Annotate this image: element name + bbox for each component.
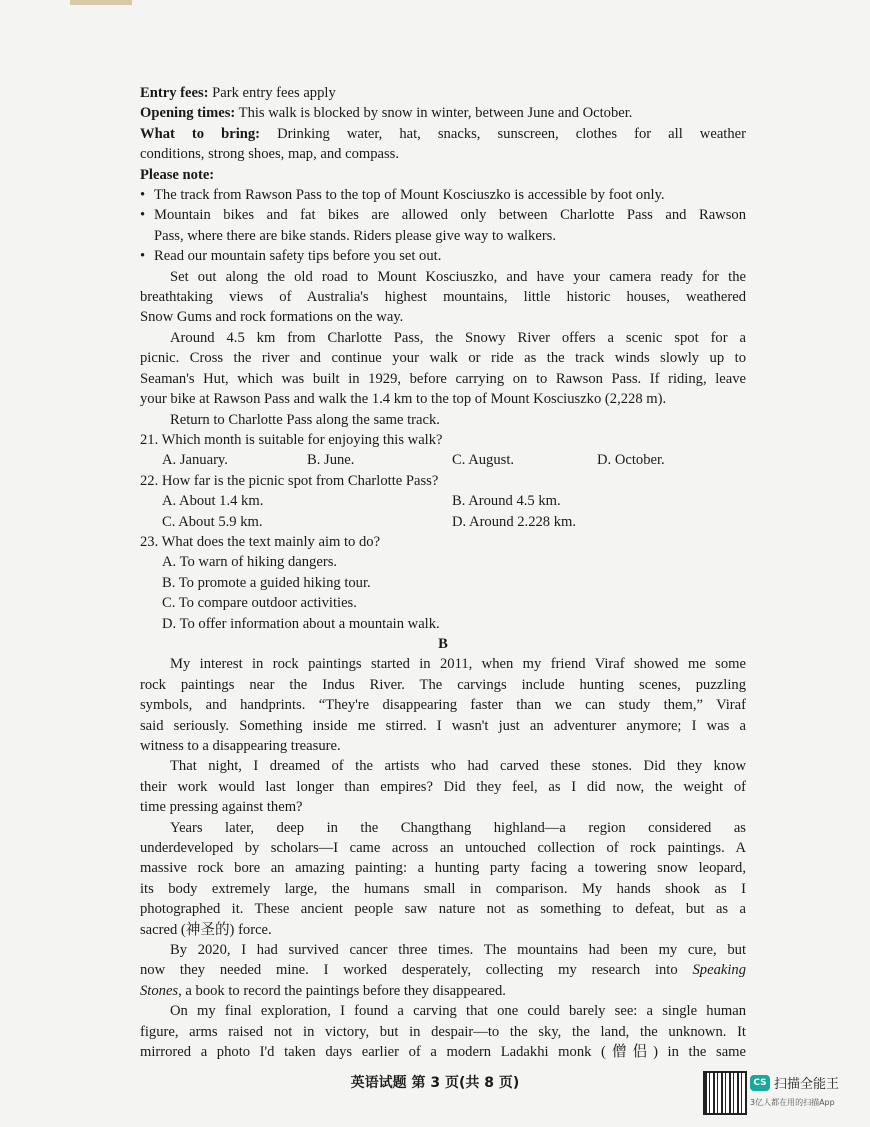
passage-a-line: Around 4.5 km from Charlotte Pass, the Snowy River offers a scenic spot for a xyxy=(170,329,746,346)
passage-b-line: My interest in rock paintings started in 2011, when my friend Viraf showed me some xyxy=(170,656,746,673)
question-22-options xyxy=(140,491,746,511)
question-22-stem: 22. How far is the picnic spot from Charlotte Pass? xyxy=(140,472,439,489)
option-c[interactable]: C. About 5.9 km. xyxy=(162,513,263,530)
option-c[interactable]: C. August. xyxy=(452,452,515,469)
option-b[interactable]: B. Around 4.5 km. xyxy=(452,493,561,510)
passage-b-line: rock paintings near the Indus River. The carvings include hunting scenes, puzzling xyxy=(140,676,746,693)
question-22-options xyxy=(140,512,746,532)
bullet-item: • Read our mountain safety tips before you set out. xyxy=(140,248,442,265)
page-footer: 英语试题 第 3 页(共 8 页) xyxy=(350,1075,520,1091)
option-a[interactable]: A. About 1.4 km. xyxy=(162,493,264,510)
question-23-stem: 23. What does the text mainly aim to do? xyxy=(140,533,381,550)
passage-b-line: sacred (神圣的) force. xyxy=(140,921,272,938)
question-21-options xyxy=(140,450,746,470)
bullet-item: • Mountain bikes and fat bikes are allowed only between Charlotte Pass and Rawson xyxy=(140,207,746,224)
option-b[interactable]: B. June. xyxy=(307,452,355,469)
passage-b-line: mirrored a photo I'd taken days earlier of a modern Ladakhi monk (僧侣) in the same xyxy=(140,1044,746,1061)
opening-times-label: Opening times: xyxy=(140,105,236,122)
passage-b-line: By 2020, I had survived cancer three times. The mountains had been my cure, but xyxy=(170,942,746,959)
option-b[interactable]: B. To promote a guided hiking tour. xyxy=(162,574,371,591)
passage-b-line: said seriously. Something inside me stirred. I wasn't just an adventurer anymore; I was a xyxy=(140,717,746,734)
entry-fees-text: Park entry fees apply xyxy=(208,85,336,101)
option-a[interactable]: A. January. xyxy=(162,452,228,469)
book-title: Stones xyxy=(140,982,179,999)
book-title: Speaking xyxy=(692,962,746,979)
passage-b-line: its body extremely large, the humans small in comparison. My hands shook as I xyxy=(140,880,746,897)
section-heading: B xyxy=(438,635,448,652)
passage-b-line: time pressing against them? xyxy=(140,799,303,816)
camscanner-logo-icon: CS xyxy=(750,1075,770,1091)
opening-times-line xyxy=(140,103,746,123)
please-note-label: Please note: xyxy=(140,166,215,183)
passage-a-line: your bike at Rawson Pass and walk the 1.4 km to the top of Mount Kosciuszko (2,228 m). xyxy=(140,391,667,408)
question-21-stem: 21. Which month is suitable for enjoying this walk? xyxy=(140,431,443,448)
exam-page xyxy=(140,83,746,1063)
passage-b-line: On my final exploration, I found a carving that one could barely see: a single human xyxy=(170,1003,746,1020)
scan-edge-mark xyxy=(70,0,132,5)
passage-b-line: Years later, deep in the Changthang highland—a region considered as xyxy=(170,819,746,836)
passage-a-line: breathtaking views of Australia's highest mountains, little historic houses, weathered xyxy=(140,289,746,306)
scanner-app-name: 扫描全能王 xyxy=(774,1077,840,1092)
passage-a-line: Snow Gums and rock formations on the way. xyxy=(140,309,404,326)
passage-b-line: photographed it. These ancient people saw nature not as something to defeat, but as a xyxy=(140,901,746,918)
passage-a-line: Set out along the old road to Mount Kosciuszko, and have your camera ready for the xyxy=(170,268,746,285)
opening-times-text: This walk is blocked by snow in winter, between June and October. xyxy=(235,105,633,122)
passage-b-line: massive rock bore an amazing painting: a hunting party facing a towering snow leopard, xyxy=(140,860,746,877)
what-to-bring-text: Drinking water, hat, snacks, sunscreen, clothes for all weather xyxy=(260,125,746,142)
passage-b-line: That night, I dreamed of the artists who had carved these stones. Did they know xyxy=(170,758,746,775)
option-c[interactable]: C. To compare outdoor activities. xyxy=(162,595,357,612)
option-d[interactable]: D. Around 2.228 km. xyxy=(452,513,577,530)
scanner-app-tagline: 3亿人都在用的扫描App xyxy=(750,1098,835,1107)
passage-b-line: witness to a disappearing treasure. xyxy=(140,738,341,754)
option-d[interactable]: D. October. xyxy=(597,452,665,469)
what-to-bring-cont: conditions, strong shoes, map, and compass. xyxy=(140,146,400,163)
entry-fees-label: Entry fees: xyxy=(140,85,209,101)
bullet-item: • The track from Rawson Pass to the top of Mount Kosciuszko is accessible by foot only. xyxy=(140,187,665,204)
entry-fees-line xyxy=(140,83,746,103)
passage-b-line: figure, arms raised not in victory, but in despair—to the sky, the land, the unknown. It xyxy=(140,1023,746,1040)
passage-b-line: now they needed mine. I worked desperately, collecting my research into Speaking xyxy=(140,962,746,979)
passage-a-line: Seaman's Hut, which was built in 1929, before carrying on to Rawson Pass. If riding, leave xyxy=(140,370,746,387)
bullet-item-cont: Pass, where there are bike stands. Riders please give way to walkers. xyxy=(154,227,557,244)
what-to-bring-label: What to bring: xyxy=(140,125,261,142)
passage-a-line: Return to Charlotte Pass along the same track. xyxy=(170,411,440,428)
passage-b-line: underdeveloped by scholars—I came across an untouched collection of rock paintings. A xyxy=(140,840,746,857)
passage-b-line: symbols, and handprints. “They're disappearing faster than we can study them,” Viraf xyxy=(140,697,746,714)
qr-code-icon xyxy=(703,1071,747,1115)
passage-b-line: Stones, a book to record the paintings before they disappeared. xyxy=(140,982,506,999)
passage-b-line: their work would last longer than empires? Did they feel, as I did now, the weight of xyxy=(140,778,746,795)
what-to-bring-line xyxy=(140,124,746,144)
option-a[interactable]: A. To warn of hiking dangers. xyxy=(162,554,338,571)
option-d[interactable]: D. To offer information about a mountain walk. xyxy=(162,615,440,632)
passage-a-line: picnic. Cross the river and continue your walk or ride as the track winds slowly up to xyxy=(140,350,746,367)
